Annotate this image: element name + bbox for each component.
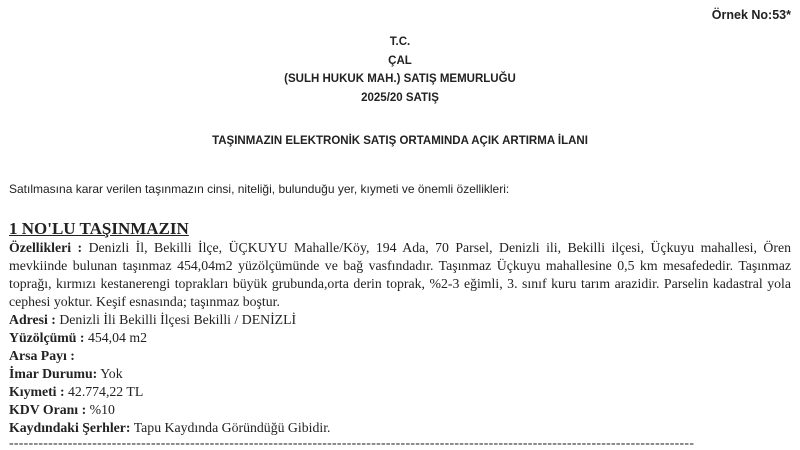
header-line-tc: T.C.: [389, 36, 411, 48]
area-row: [9, 329, 791, 347]
features-text: Denizli İl, Bekilli İlçe, ÜÇKUYU Mahalle/Köy, 194 Ada, 70 Parsel, Denizli ili, Bekilli ilçesi, Üçkuyu mahallesi, Ören mevkiinde bulunan taşınmaz 454,04m2 yüzölçümünde ve bağ vasfındadır. Taşınmaz Üçkuyu mahallesine 0,5 km mesafededir. Taşınmaz toprağı, kırmızı kestanerengi toprakları büyük grubunda,orta derin toprak, %2-3 eğimli, 3. sınıf kuru tarım arazidir. Parselin kadastral yola cephesi yoktur. Keşif esnasında; taşınmaz boştur.: [9, 240, 791, 309]
address-value: Denizli İli Bekilli İlçesi Bekilli / DENİZLİ: [59, 312, 297, 327]
vat-label: KDV Oranı :: [9, 402, 87, 417]
property-heading: 1 NO'LU TAŞINMAZIN: [9, 219, 189, 238]
header-line-city: ÇAL: [388, 54, 412, 67]
zoning-row: [9, 365, 791, 383]
area-value: 454,04 m2: [87, 330, 147, 345]
zoning-label: İmar Durumu:: [9, 366, 98, 381]
intro-text: Satılmasına karar verilen taşınmazın cinsi, niteliği, bulunduğu yer, kıymeti ve önemli özellikleri:: [9, 182, 510, 196]
appraised-value: 42.774,22 TL: [68, 384, 144, 399]
address-row: [9, 311, 791, 329]
property-section: [9, 219, 791, 449]
header-line-file-number: 2025/20 SATIŞ: [361, 91, 439, 104]
announcement-title: TAŞINMAZIN ELEKTRONİK SATIŞ ORTAMINDA AÇIK ARTIRMA İLANI: [212, 135, 588, 147]
vat-value: %10: [89, 402, 115, 417]
appraised-value-row: [9, 383, 791, 401]
issuer-header: [0, 33, 800, 107]
zoning-value: Yok: [100, 366, 123, 381]
land-share-label: Arsa Payı :: [9, 348, 75, 363]
address-label: Adresi :: [9, 312, 56, 327]
section-separator: --------------------------------------------------------------------------------------------------------------------------------------------: [9, 435, 695, 450]
property-features: [9, 239, 791, 311]
features-label: Özellikleri :: [9, 240, 83, 255]
conditions-value: Tapu Kaydında Göründüğü Gibidir.: [133, 420, 331, 435]
conditions-label: Kaydındaki Şerhler:: [9, 420, 131, 435]
area-label: Yüzölçümü :: [9, 330, 85, 345]
land-share-row: [9, 347, 791, 365]
appraised-value-label: Kıymeti :: [9, 384, 65, 399]
vat-row: [9, 401, 791, 419]
sample-number: Örnek No:53*: [711, 8, 791, 22]
header-line-office: (SULH HUKUK MAH.) SATIŞ MEMURLUĞU: [284, 73, 516, 85]
